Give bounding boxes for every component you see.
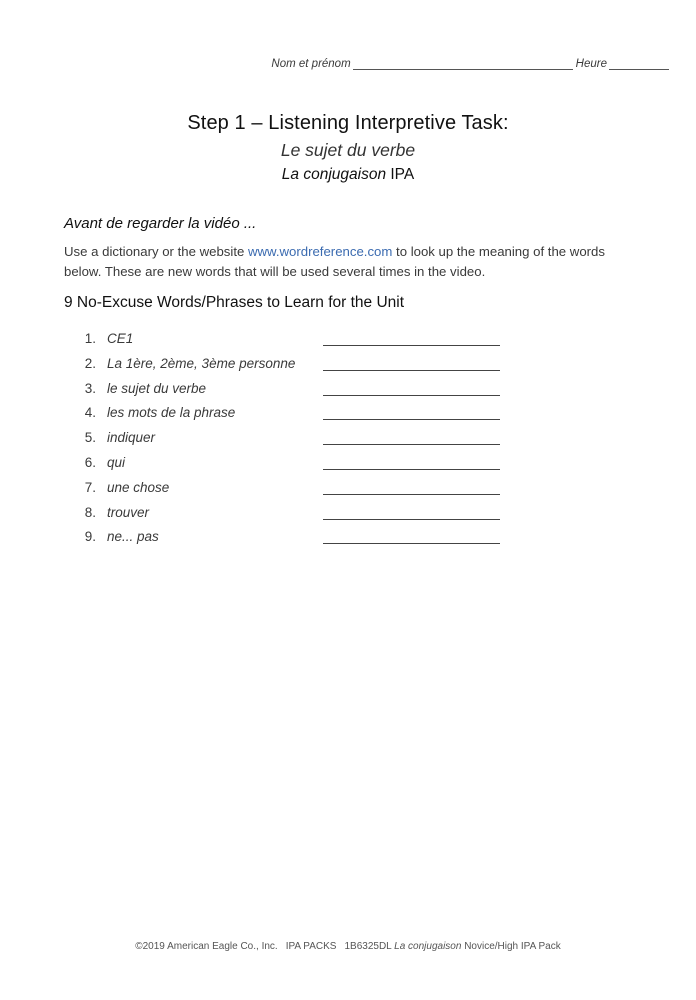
- time-label: Heure: [575, 58, 607, 70]
- name-blank: [353, 57, 573, 70]
- vocab-word: le sujet du verbe: [107, 380, 207, 396]
- vocab-number: 7.: [84, 479, 96, 495]
- subtitle-conjugaison: La conjugaison: [281, 166, 387, 183]
- vocab-item: [0, 402, 696, 427]
- answer-blank[interactable]: [323, 444, 500, 445]
- answer-blank[interactable]: [323, 543, 500, 544]
- vocab-number: 9.: [84, 529, 96, 545]
- instructions-after: to look up the meaning of the words below. These are new words that will be used several times in the video.: [64, 244, 605, 279]
- vocab-word: ne... pas: [107, 529, 159, 545]
- answer-blank[interactable]: [323, 419, 500, 420]
- vocab-item: [0, 353, 696, 378]
- vocab-word: une chose: [107, 479, 170, 495]
- instructions-before: Use a dictionary or the website: [64, 244, 248, 259]
- vocab-item: [0, 328, 696, 353]
- footer-product-rest: Novice/High IPA Pack: [461, 941, 561, 952]
- footer: [0, 941, 696, 952]
- vocab-number: 4.: [84, 405, 96, 421]
- page-subtitle-ipa: [0, 166, 696, 184]
- vocab-word: trouver: [107, 504, 150, 520]
- wordreference-link[interactable]: www.wordreference.com: [247, 244, 393, 259]
- vocab-number: 6.: [84, 454, 96, 470]
- vocab-list: [0, 328, 696, 551]
- answer-blank[interactable]: [323, 469, 500, 470]
- vocab-word: indiquer: [107, 430, 156, 446]
- answer-blank[interactable]: [323, 494, 500, 495]
- footer-code: 1B6325DL: [344, 941, 392, 952]
- subtitle-ipa: IPA: [386, 166, 415, 183]
- page-title: Step 1 – Listening Interpretive Task:: [187, 112, 509, 134]
- answer-blank[interactable]: [323, 370, 500, 371]
- answer-blank[interactable]: [323, 395, 500, 396]
- vocab-word: La 1ère, 2ème, 3ème personne: [107, 355, 296, 371]
- vocab-word: CE1: [107, 331, 134, 346]
- vocab-word: les mots de la phrase: [107, 405, 236, 421]
- vocab-word: qui: [107, 454, 126, 470]
- time-blank: [609, 57, 669, 70]
- vocab-number: 5.: [84, 430, 96, 446]
- instructions: [64, 242, 644, 282]
- vocab-item: [0, 427, 696, 452]
- page-subtitle: Le sujet du verbe: [280, 140, 416, 160]
- section-heading: Avant de regarder la vidéo ...: [64, 215, 257, 232]
- vocab-number: 8.: [84, 504, 96, 520]
- answer-blank[interactable]: [323, 345, 500, 346]
- footer-copyright: ©2019 American Eagle Co., Inc.: [135, 941, 278, 952]
- vocab-item: [0, 526, 696, 551]
- vocab-item: [0, 477, 696, 502]
- vocab-number: 3.: [84, 380, 96, 396]
- answer-blank[interactable]: [323, 519, 500, 520]
- vocab-item: [0, 378, 696, 403]
- vocab-number: 2.: [84, 355, 96, 371]
- name-label: Nom et prénom: [271, 58, 351, 70]
- list-heading: 9 No-Excuse Words/Phrases to Learn for the Unit: [64, 294, 405, 311]
- header-line: [271, 57, 672, 70]
- vocab-item: [0, 502, 696, 527]
- footer-packs: IPA PACKS: [285, 941, 337, 952]
- vocab-item: [0, 452, 696, 477]
- vocab-number: 1.: [84, 331, 96, 346]
- footer-product-title: La conjugaison: [394, 941, 462, 952]
